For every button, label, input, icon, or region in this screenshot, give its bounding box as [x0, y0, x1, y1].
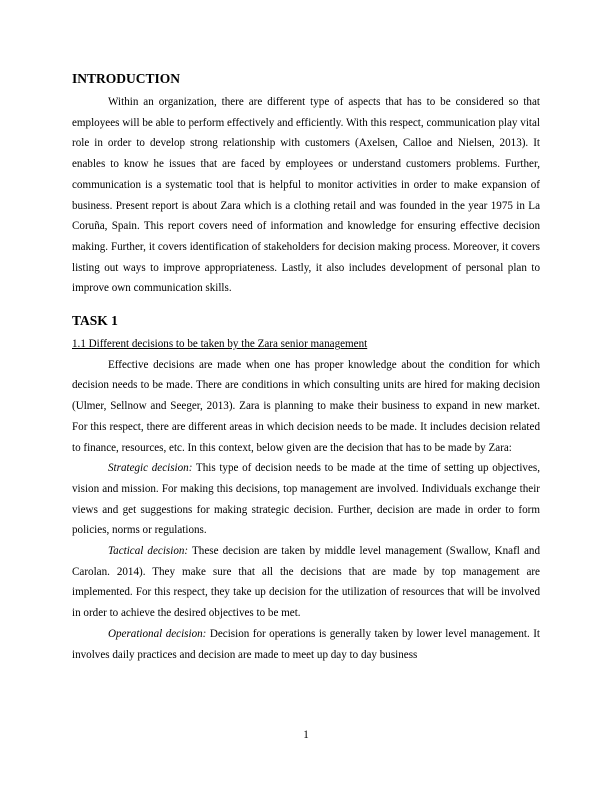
tactical-decision-paragraph [72, 541, 540, 624]
operational-decision-text: Decision for operations is generally taken by lower level management. It involves daily practices and decision are made to meet up day to day business [72, 627, 540, 661]
strategic-decision-text: This type of decision needs to be made at the time of setting up objectives, vision and mission. For making this decisions, top management are involved. Individuals exchange their views and get suggestions for making strategic decision. Further, decision are made in order to form policies, norms or regulations. [72, 462, 540, 537]
page-number: 1 [303, 729, 309, 741]
tactical-decision-term: Tactical decision: [108, 545, 189, 558]
task1-paragraph-1: Effective decisions are made when one has proper knowledge about the condition for which decision needs to be made. There are conditions in which consulting units are hired for making decision (Ulmer, Sellnow and Seeger, 2013). Zara is planning to make their business to expand in new market. For this respect, there are different areas in which decision needs to be made. It includes decision related to finance, resources, etc. In this context, below given are the decision that has to be made by Zara: [72, 358, 540, 454]
strategic-decision-term: Strategic decision: [108, 462, 193, 475]
operational-decision-paragraph [72, 624, 540, 665]
introduction-heading: INTRODUCTION [72, 71, 181, 86]
page-content [72, 70, 540, 665]
task1-heading: TASK 1 [72, 313, 118, 329]
task1-subheading: 1.1 Different decisions to be taken by the Zara senior management [72, 338, 368, 351]
tactical-decision-text: These decision are taken by middle level management (Swallow, Knafl and Carolan. 2014). They make sure that all the decisions that are made by top management are implemented. For this respect, they take up decision for the utilization of resources that will be involved in order to achieve the desired objectives to be met. [72, 545, 540, 620]
strategic-decision-paragraph [72, 458, 540, 541]
operational-decision-term: Operational decision: [108, 627, 207, 640]
introduction-paragraph: Within an organization, there are different type of aspects that has to be considered so that employees will be able to perform effectively and efficiently. With this respect, communication play vital role in order to develop strong relationship with customers (Axelsen, Calloe and Nielsen, 2013). It enables to know he issues that are faced by employees or understand customers problems. Further, communication is a systematic tool that is helpful to monitor activities in order to make expansion of business. Present report is about Zara which is a clothing retail and was founded in the year 1975 in La Coruña, Spain. This report covers need of information and knowledge for ensuring effective decision making. Further, it covers identification of stakeholders for decision making process. Moreover, it covers listing out ways to improve appropriateness. Lastly, it also includes development of personal plan to improve own communication skills. [72, 96, 540, 295]
